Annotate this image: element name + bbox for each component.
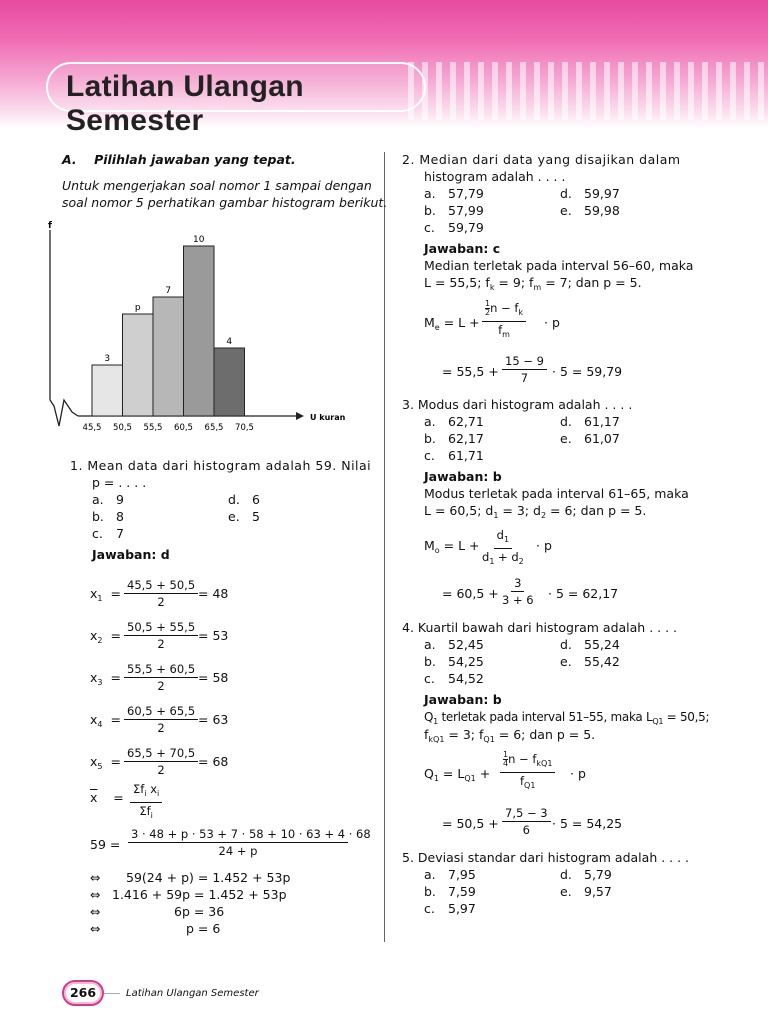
bar-label: 3 (104, 354, 111, 364)
histogram-bar (214, 348, 245, 416)
eq59-fraction (128, 827, 371, 858)
midpoint-lhs (90, 628, 121, 649)
option-c-value: 54,52 (448, 671, 484, 686)
q2-expl-1: Median terletak pada interval 56–60, maka (424, 258, 694, 273)
midpoint-numerator: 45,5 + 50,5 (124, 578, 198, 594)
q4-e1b-sub: Q1 (652, 717, 664, 726)
histogram-chart (34, 216, 374, 446)
q3-f-lhs-sub: o (434, 546, 440, 555)
q3-f-eq: = L + (439, 538, 480, 553)
q3-f-tail: · p (536, 538, 552, 553)
option-e-key: e. (560, 884, 572, 899)
midpoint-numerator: 50,5 + 55,5 (124, 620, 198, 636)
midpoint-fraction (124, 620, 198, 651)
eq59-numerator: 3 · 48 + p · 53 + 7 · 58 + 10 · 63 + 4 · 68 (128, 827, 348, 843)
q2-r-post: · 5 = 59,79 (552, 364, 623, 379)
midpoint-denominator: 2 (157, 721, 165, 735)
option-e-value: 61,07 (584, 431, 620, 446)
bar-label: p (134, 303, 141, 313)
x-tick-label: 65,5 (204, 423, 224, 433)
q4-f-num (500, 751, 555, 773)
histogram-bar (92, 365, 123, 416)
q2-half-n: 1 (485, 299, 491, 308)
section-heading (62, 152, 296, 168)
q4-r-fraction (502, 806, 551, 837)
option-b-key: b. (424, 431, 436, 446)
q3-f-den (482, 549, 524, 569)
mean-num-x-sub: i (157, 789, 160, 798)
option-d-value: 55,24 (584, 637, 620, 652)
option-c-value: 59,79 (448, 220, 484, 235)
midpoint-symbol: x (90, 628, 98, 643)
q3-e2b: = 3; d (498, 503, 541, 518)
option-d-value: 59,97 (584, 186, 620, 201)
mean-fraction (130, 782, 162, 823)
x-tick-label: 45,5 (82, 423, 102, 433)
option-d-key: d. (560, 637, 572, 652)
x-axis-label: U kuran (310, 413, 346, 422)
midpoint-index: 1 (97, 594, 103, 603)
q3-e2b-sub: 2 (540, 511, 547, 520)
q4-r-pre: = 50,5 + (442, 816, 499, 831)
q2-e2b: = 9; f (494, 275, 534, 290)
right-column (402, 150, 712, 940)
midpoint-symbol: x (90, 754, 98, 769)
q3-formula-fraction (482, 528, 524, 569)
q4-e2a-sub: kQ1 (428, 735, 445, 744)
q3-f-num (494, 528, 512, 549)
q4-f-den (520, 773, 535, 793)
q2-text-1: 2. Median dari data yang disajikan dalam (402, 152, 681, 167)
option-a-value: 62,71 (448, 414, 484, 429)
intro-line-1: Untuk mengerjakan soal nomor 1 sampai dengan (62, 178, 372, 193)
q2-e2a-sub: k (489, 283, 495, 292)
option-c-key: c. (424, 901, 435, 916)
option-a-value: 7,95 (448, 867, 476, 882)
midpoint-fraction (124, 578, 198, 609)
q4-f-lhs-sub: 1 (433, 774, 439, 783)
q3-e2a-sub: 1 (493, 511, 499, 520)
option-a-value: 52,45 (448, 637, 484, 652)
midpoint-fraction (124, 662, 198, 693)
option-c-value: 61,71 (448, 448, 484, 463)
q3-r-num: 3 (511, 576, 524, 592)
midpoint-result: = 68 (198, 754, 229, 769)
x-tick-label: 70,5 (235, 423, 254, 433)
option-a-key: a. (424, 867, 436, 882)
page-number: 266 (69, 985, 97, 1000)
q3-f-den-b: + d (494, 550, 519, 564)
option-d-value: 6 (252, 492, 260, 507)
midpoint-fraction (124, 704, 198, 735)
option-c-key: c. (424, 671, 435, 686)
q4-e2b-sub: Q1 (483, 735, 495, 744)
histogram-bar (153, 297, 184, 416)
y-axis-label: f (48, 221, 52, 231)
equivalence-symbol: ⇔ (90, 887, 101, 902)
histogram-bar (184, 246, 215, 416)
option-d-key: d. (560, 414, 572, 429)
q4-f-den-sub: Q1 (524, 781, 536, 790)
footer-rule (104, 993, 120, 994)
eq59-lhs: 59 = (90, 837, 121, 852)
midpoint-denominator: 2 (157, 763, 165, 777)
option-e-key: e. (228, 509, 240, 524)
intro-line-2: soal nomor 5 perhatikan gambar histogram berikut. (62, 195, 388, 210)
q3-r-den: 3 + 6 (502, 593, 534, 607)
midpoint-denominator: 2 (157, 679, 165, 693)
midpoint-lhs (90, 712, 121, 733)
q4-r-post: · 5 = 54,25 (552, 816, 623, 831)
midpoint-fraction (124, 746, 198, 777)
q3-expl-2 (424, 503, 646, 524)
eq59-denominator: 24 + p (218, 844, 258, 858)
option-a-key: a. (92, 492, 104, 507)
step-expression: 6p = 36 (174, 904, 225, 919)
q4-quarter-n: 1 (503, 750, 509, 759)
q2-f-den-sub: m (502, 330, 510, 339)
option-b-key: b. (424, 203, 436, 218)
option-a-key: a. (424, 414, 436, 429)
mean-denominator (139, 803, 153, 823)
midpoint-index: 5 (97, 762, 103, 771)
q4-f-eq-sub: Q1 (464, 774, 476, 783)
q4-e1b: terletak pada interval 51–55, maka L (437, 710, 653, 724)
option-e-value: 55,42 (584, 654, 620, 669)
equals-sign: = (102, 628, 121, 643)
option-e-key: e. (560, 654, 572, 669)
q4-formula-lhs (424, 766, 490, 787)
q4-f-plus: + (479, 766, 491, 781)
q4-f-eq: = L (438, 766, 465, 781)
option-b-key: b. (424, 884, 436, 899)
q4-e1c: = 50,5; (663, 710, 710, 724)
q3-f-den-b-sub: 2 (518, 557, 524, 566)
q3-answer: Jawaban: b (424, 469, 502, 484)
q3-r-post: · 5 = 62,17 (548, 586, 619, 601)
mean-den-sub: i (150, 811, 153, 820)
q2-f-eq: = L + (439, 315, 480, 330)
page-number-badge (62, 980, 104, 1006)
midpoint-lhs (90, 670, 121, 691)
page-title: Latihan Ulangan Semester (66, 70, 304, 137)
q4-r-num: 7,5 − 3 (502, 806, 551, 822)
step-expression: 1.416 + 59p = 1.452 + 53p (112, 887, 287, 902)
q3-text-1: 3. Modus dari histogram adalah . . . . (402, 397, 633, 412)
option-e-value: 5 (252, 509, 260, 524)
equals-sign: = (102, 586, 121, 601)
midpoint-index: 3 (97, 678, 103, 687)
option-a-key: a. (424, 186, 436, 201)
q4-f-num-rest: n − f (508, 752, 537, 766)
x-tick-label: 55,5 (143, 423, 163, 433)
q2-expl-2 (424, 275, 642, 296)
midpoint-numerator: 65,5 + 70,5 (124, 746, 198, 762)
equals-sign: = (102, 712, 121, 727)
x-tick-label: 50,5 (113, 423, 132, 433)
q2-f-lhs-sub: e (434, 323, 440, 332)
option-d-key: d. (560, 186, 572, 201)
midpoint-index: 2 (97, 636, 103, 645)
option-a-value: 9 (116, 492, 124, 507)
option-e-key: e. (560, 431, 572, 446)
q1-text-2: p = . . . . (92, 475, 147, 490)
mean-num-sub: i (144, 789, 147, 798)
q2-e2c: = 7; dan p = 5. (541, 275, 642, 290)
q4-f-tail: · p (570, 766, 586, 781)
q3-f-lhs: M (424, 538, 435, 553)
axis-break-icon (50, 400, 78, 426)
q5-text-1: 5. Deviasi standar dari histogram adalah . . . . (402, 850, 690, 865)
option-a-key: a. (424, 637, 436, 652)
q2-answer: Jawaban: c (424, 241, 501, 256)
footer-title: Latihan Ulangan Semester (126, 988, 259, 999)
option-c-key: c. (424, 448, 435, 463)
q4-e1a-sub: 1 (433, 717, 438, 726)
midpoint-lhs (90, 586, 121, 607)
option-e-value: 9,57 (584, 884, 612, 899)
histogram-bar (123, 314, 154, 416)
option-b-value: 54,25 (448, 654, 484, 669)
q4-e2a: f (424, 727, 429, 742)
q3-f-den-a-sub: 1 (489, 557, 495, 566)
q3-f-den-a: d (482, 550, 490, 564)
equivalence-symbol: ⇔ (90, 904, 101, 919)
equivalence-symbol: ⇔ (90, 870, 101, 885)
q2-r-num: 15 − 9 (502, 354, 547, 370)
option-d-key: d. (560, 867, 572, 882)
q2-e2a: L = 55,5; f (424, 275, 490, 290)
option-b-key: b. (424, 654, 436, 669)
q3-formula-lhs (424, 538, 480, 559)
q4-e2c: = 6; dan p = 5. (494, 727, 596, 742)
q3-e2c: = 6; dan p = 5. (546, 503, 647, 518)
midpoint-result: = 63 (198, 712, 229, 727)
q3-expl-1: Modus terletak pada interval 61–65, maka (424, 486, 689, 501)
title-pill (46, 62, 426, 137)
q2-r-den: 7 (520, 371, 529, 385)
bar-label: 10 (193, 235, 205, 245)
option-b-value: 62,17 (448, 431, 484, 446)
x-tick-label: 60,5 (174, 423, 193, 433)
option-a-value: 57,79 (448, 186, 484, 201)
header-stripes (408, 62, 768, 120)
q2-f-den (498, 322, 510, 342)
step-expression: 59(24 + p) = 1.452 + 53p (126, 870, 291, 885)
option-b-value: 57,99 (448, 203, 484, 218)
q2-r-fraction (502, 354, 547, 385)
option-d-key: d. (228, 492, 240, 507)
q2-r-pre: = 55,5 + (442, 364, 499, 379)
mean-numerator (130, 782, 162, 803)
q1-text-1: 1. Mean data dari histogram adalah 59. Nilai (70, 458, 372, 473)
option-d-value: 61,17 (584, 414, 620, 429)
midpoint-numerator: 55,5 + 60,5 (124, 662, 198, 678)
mean-num-x: x (146, 782, 158, 796)
q4-answer: Jawaban: b (424, 692, 502, 707)
option-c-key: c. (424, 220, 435, 235)
midpoint-denominator: 2 (157, 637, 165, 651)
midpoint-numerator: 60,5 + 65,5 (124, 704, 198, 720)
bar-label: 7 (165, 286, 172, 296)
q2-text-2: histogram adalah . . . . (424, 169, 566, 184)
mean-lhs: $\overline{x}$ = (90, 790, 124, 805)
q3-r-fraction (502, 576, 534, 607)
x-axis-arrow-icon (296, 412, 304, 420)
q2-f-lhs: M (424, 315, 435, 330)
q4-formula-fraction (500, 751, 555, 793)
q2-f-den-f: f (498, 323, 503, 337)
q3-f-num-sub: 1 (503, 535, 510, 544)
midpoint-denominator: 2 (157, 595, 165, 609)
option-c-key: c. (92, 526, 103, 541)
q4-e1a: Q (424, 710, 434, 724)
mean-symbol: $\overline{x}$ (90, 790, 98, 805)
q4-e2b: = 3; f (444, 727, 484, 742)
option-b-value: 7,59 (448, 884, 476, 899)
q4-f-lhs: Q (424, 766, 434, 781)
section-instruction: Pilihlah jawaban yang tepat. (94, 152, 296, 167)
midpoint-index: 4 (97, 720, 103, 729)
mean-den-sum: Σf (139, 804, 151, 818)
equals-sign: = (102, 754, 121, 769)
midpoint-result: = 48 (198, 586, 229, 601)
bar-label: 4 (226, 337, 233, 347)
q3-r-pre: = 60,5 + (442, 586, 499, 601)
q4-expl-2 (424, 727, 595, 748)
midpoint-result: = 53 (198, 628, 229, 643)
option-c-value: 7 (116, 526, 124, 541)
q3-f-num-d: d (496, 528, 504, 542)
q2-formula-lhs (424, 315, 480, 336)
equivalence-symbol: ⇔ (90, 921, 101, 936)
option-e-key: e. (560, 203, 572, 218)
midpoint-symbol: x (90, 586, 98, 601)
option-d-value: 5,79 (584, 867, 612, 882)
midpoint-lhs (90, 754, 121, 775)
q4-f-num-rest-sub: kQ1 (536, 759, 553, 768)
q4-r-den: 6 (522, 823, 530, 837)
option-c-value: 5,97 (448, 901, 476, 916)
q1-answer: Jawaban: d (92, 547, 170, 562)
q2-f-num (482, 300, 526, 322)
q4-f-den-f: f (519, 774, 525, 788)
midpoint-result: = 58 (198, 670, 229, 685)
section-label: A. (62, 152, 77, 167)
left-column (48, 150, 388, 940)
midpoint-symbol: x (90, 670, 98, 685)
q3-e2a: L = 60,5; d (424, 503, 494, 518)
q2-f-tail: · p (544, 315, 560, 330)
column-divider (384, 152, 385, 942)
q2-half-d: 2 (485, 308, 491, 317)
header-banner (0, 0, 768, 137)
step-expression: p = 6 (186, 921, 221, 936)
option-b-value: 8 (116, 509, 124, 524)
option-e-value: 59,98 (584, 203, 620, 218)
q2-f-num-rest: n − f (490, 301, 519, 315)
q2-f-num-rest-sub: k (518, 308, 524, 317)
q2-e2b-sub: m (533, 283, 542, 292)
q2-formula-fraction (482, 300, 526, 342)
mean-num-sum: Σf (133, 782, 145, 796)
midpoint-symbol: x (90, 712, 98, 727)
q4-quarter-d: 4 (503, 759, 509, 768)
q4-text-1: 4. Kuartil bawah dari histogram adalah . . . . (402, 620, 678, 635)
equals-sign: = (102, 670, 121, 685)
option-b-key: b. (92, 509, 104, 524)
